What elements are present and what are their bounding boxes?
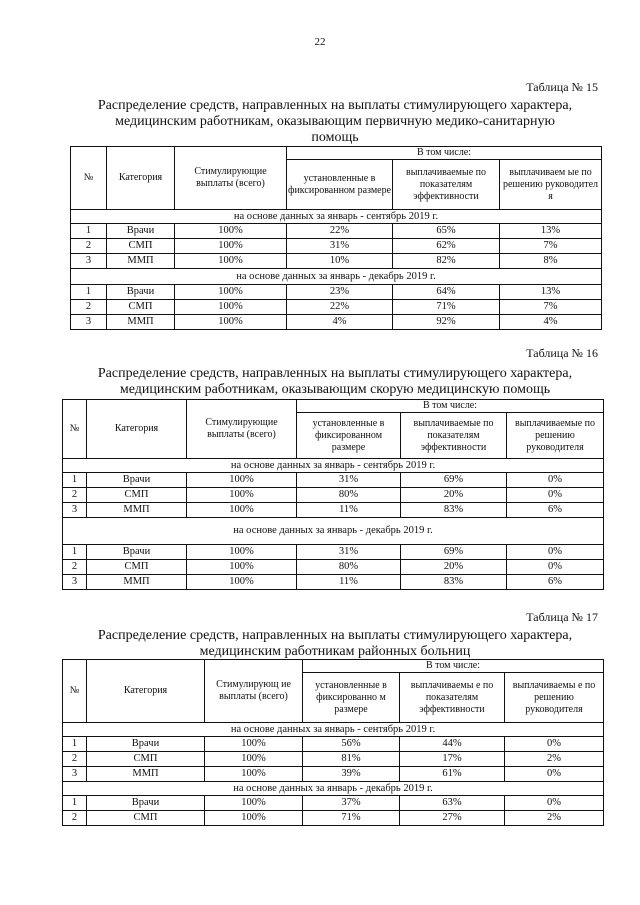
table-17-title xyxy=(70,628,600,660)
cell-head-decision: 0% xyxy=(505,767,604,782)
cell-num: 1 xyxy=(71,285,107,300)
section-caption: на основе данных за январь - декабрь 2019 г. xyxy=(71,269,602,285)
cell-performance: 65% xyxy=(393,224,500,239)
cell-head-decision: 8% xyxy=(500,254,602,269)
cell-head-decision: 0% xyxy=(505,737,604,752)
cell-total: 100% xyxy=(205,811,303,826)
cell-performance: 69% xyxy=(401,473,507,488)
table-16-label: Таблица № 16 xyxy=(526,346,598,360)
cell-fixed: 37% xyxy=(303,796,400,811)
cell-performance: 92% xyxy=(393,315,500,330)
table-15 xyxy=(70,146,602,330)
cell-fixed: 4% xyxy=(287,315,393,330)
cell-fixed: 56% xyxy=(303,737,400,752)
cell-num: 2 xyxy=(71,239,107,254)
cell-category: Врачи xyxy=(87,545,187,560)
cell-head-decision: 7% xyxy=(500,300,602,315)
header-including: В том числе: xyxy=(297,400,604,413)
cell-total: 100% xyxy=(175,315,287,330)
cell-total: 100% xyxy=(175,224,287,239)
header-total: Стимулирующие выплаты (всего) xyxy=(175,147,287,210)
cell-total: 100% xyxy=(187,560,297,575)
title-line: медицинским работникам, оказывающим первичную медико-санитарную xyxy=(115,114,555,129)
header-head-decision: выплачиваем ые по решению руководител я xyxy=(500,160,602,210)
section-caption: на основе данных за январь - сентябрь 2019 г. xyxy=(63,459,604,473)
header-performance: выплачиваемые по показателям эффективности xyxy=(401,413,507,459)
header-including: В том числе: xyxy=(287,147,602,160)
table-17-label: Таблица № 17 xyxy=(526,610,598,624)
cell-total: 100% xyxy=(175,285,287,300)
table-row xyxy=(63,575,604,590)
table-row xyxy=(63,545,604,560)
header-head-decision: выплачиваемые по решению руководителя xyxy=(507,413,604,459)
cell-num: 3 xyxy=(71,254,107,269)
table-row xyxy=(71,239,602,254)
cell-total: 100% xyxy=(187,503,297,518)
title-line: помощь xyxy=(311,130,359,145)
header-including: В том числе: xyxy=(303,660,604,673)
header-fixed: установленные в фиксированном размере xyxy=(287,160,393,210)
cell-category: Врачи xyxy=(107,224,175,239)
cell-category: СМП xyxy=(87,560,187,575)
header-total: Стимулирующ ие выплаты (всего) xyxy=(205,660,303,723)
title-line: Распределение средств, направленных на выплаты стимулирующего характера, xyxy=(97,366,573,381)
cell-performance: 44% xyxy=(400,737,505,752)
cell-category: ММП xyxy=(87,575,187,590)
cell-total: 100% xyxy=(205,796,303,811)
header-num: № xyxy=(63,660,87,723)
cell-fixed: 81% xyxy=(303,752,400,767)
cell-category: ММП xyxy=(87,767,205,782)
cell-performance: 71% xyxy=(393,300,500,315)
cell-total: 100% xyxy=(175,239,287,254)
table-15-label: Таблица № 15 xyxy=(526,80,598,94)
table-row xyxy=(71,224,602,239)
cell-fixed: 31% xyxy=(297,473,401,488)
header-total: Стимулирующие выплаты (всего) xyxy=(187,400,297,459)
cell-num: 2 xyxy=(63,752,87,767)
title-line: медицинским работникам, оказывающим скорую медицинскую помощь xyxy=(119,382,551,397)
table-row xyxy=(71,315,602,330)
cell-num: 1 xyxy=(63,473,87,488)
table-15-title xyxy=(70,98,600,146)
cell-total: 100% xyxy=(205,737,303,752)
header-fixed: установленные в фиксированно м размере xyxy=(303,673,400,723)
cell-category: ММП xyxy=(107,254,175,269)
cell-head-decision: 2% xyxy=(505,811,604,826)
cell-fixed: 39% xyxy=(303,767,400,782)
header-num: № xyxy=(63,400,87,459)
cell-head-decision: 13% xyxy=(500,224,602,239)
cell-head-decision: 13% xyxy=(500,285,602,300)
table-row xyxy=(63,796,604,811)
header-head-decision: выплачиваемы е по решению руководителя xyxy=(505,673,604,723)
title-line: Распределение средств, направленных на выплаты стимулирующего характера, xyxy=(97,98,573,113)
cell-category: Врачи xyxy=(87,796,205,811)
cell-num: 3 xyxy=(71,315,107,330)
cell-performance: 20% xyxy=(401,488,507,503)
cell-performance: 62% xyxy=(393,239,500,254)
cell-total: 100% xyxy=(187,545,297,560)
cell-num: 2 xyxy=(71,300,107,315)
header-num: № xyxy=(71,147,107,210)
cell-num: 1 xyxy=(63,796,87,811)
cell-head-decision: 0% xyxy=(505,796,604,811)
cell-head-decision: 0% xyxy=(507,560,604,575)
cell-category: Врачи xyxy=(87,737,205,752)
cell-fixed: 23% xyxy=(287,285,393,300)
cell-num: 3 xyxy=(63,503,87,518)
cell-performance: 69% xyxy=(401,545,507,560)
table-row xyxy=(63,488,604,503)
table-row xyxy=(63,811,604,826)
section-caption: на основе данных за январь - декабрь 2019 г. xyxy=(63,782,604,796)
cell-category: СМП xyxy=(107,300,175,315)
page-number: 22 xyxy=(314,36,326,48)
cell-fixed: 80% xyxy=(297,488,401,503)
cell-head-decision: 0% xyxy=(507,473,604,488)
cell-total: 100% xyxy=(187,488,297,503)
header-fixed: установленные в фиксированном размере xyxy=(297,413,401,459)
header-performance: выплачиваемые по показателям эффективности xyxy=(393,160,500,210)
cell-category: Врачи xyxy=(107,285,175,300)
cell-num: 1 xyxy=(63,737,87,752)
cell-fixed: 22% xyxy=(287,224,393,239)
cell-num: 3 xyxy=(63,767,87,782)
cell-performance: 61% xyxy=(400,767,505,782)
cell-total: 100% xyxy=(175,300,287,315)
cell-performance: 63% xyxy=(400,796,505,811)
cell-head-decision: 0% xyxy=(507,488,604,503)
cell-head-decision: 4% xyxy=(500,315,602,330)
cell-performance: 64% xyxy=(393,285,500,300)
section-caption: на основе данных за январь - декабрь 2019 г. xyxy=(63,518,604,545)
cell-head-decision: 0% xyxy=(507,545,604,560)
header-performance: выплачиваемы е по показателям эффективности xyxy=(400,673,505,723)
title-line: Распределение средств, направленных на выплаты стимулирующего характера, xyxy=(97,628,573,643)
table-16-title xyxy=(70,366,600,398)
cell-category: СМП xyxy=(87,811,205,826)
cell-category: СМП xyxy=(107,239,175,254)
table-row xyxy=(63,752,604,767)
section-caption: на основе данных за январь - сентябрь 2019 г. xyxy=(71,210,602,224)
cell-category: СМП xyxy=(87,752,205,767)
cell-head-decision: 6% xyxy=(507,503,604,518)
table-row xyxy=(63,473,604,488)
cell-num: 3 xyxy=(63,575,87,590)
table-row xyxy=(63,767,604,782)
cell-category: Врачи xyxy=(87,473,187,488)
cell-category: ММП xyxy=(87,503,187,518)
table-row xyxy=(71,285,602,300)
cell-fixed: 11% xyxy=(297,503,401,518)
cell-category: ММП xyxy=(107,315,175,330)
cell-num: 1 xyxy=(71,224,107,239)
cell-total: 100% xyxy=(175,254,287,269)
cell-fixed: 80% xyxy=(297,560,401,575)
cell-fixed: 22% xyxy=(287,300,393,315)
table-row xyxy=(63,737,604,752)
cell-performance: 27% xyxy=(400,811,505,826)
cell-performance: 20% xyxy=(401,560,507,575)
cell-fixed: 10% xyxy=(287,254,393,269)
cell-fixed: 31% xyxy=(297,545,401,560)
table-16 xyxy=(62,399,604,590)
cell-total: 100% xyxy=(205,752,303,767)
cell-fixed: 71% xyxy=(303,811,400,826)
cell-performance: 83% xyxy=(401,575,507,590)
header-category: Категория xyxy=(87,660,205,723)
cell-num: 2 xyxy=(63,811,87,826)
cell-performance: 82% xyxy=(393,254,500,269)
cell-head-decision: 7% xyxy=(500,239,602,254)
header-category: Категория xyxy=(87,400,187,459)
table-row xyxy=(71,300,602,315)
title-line: медицинским работникам районных больниц xyxy=(199,644,471,659)
cell-fixed: 31% xyxy=(287,239,393,254)
cell-performance: 83% xyxy=(401,503,507,518)
cell-num: 2 xyxy=(63,560,87,575)
cell-total: 100% xyxy=(187,575,297,590)
cell-head-decision: 6% xyxy=(507,575,604,590)
cell-fixed: 11% xyxy=(297,575,401,590)
cell-total: 100% xyxy=(187,473,297,488)
header-category: Категория xyxy=(107,147,175,210)
section-caption: на основе данных за январь - сентябрь 2019 г. xyxy=(63,723,604,737)
table-17 xyxy=(62,659,604,826)
cell-performance: 17% xyxy=(400,752,505,767)
table-row xyxy=(63,503,604,518)
cell-head-decision: 2% xyxy=(505,752,604,767)
cell-num: 1 xyxy=(63,545,87,560)
cell-total: 100% xyxy=(205,767,303,782)
cell-num: 2 xyxy=(63,488,87,503)
cell-category: СМП xyxy=(87,488,187,503)
table-row xyxy=(63,560,604,575)
table-row xyxy=(71,254,602,269)
